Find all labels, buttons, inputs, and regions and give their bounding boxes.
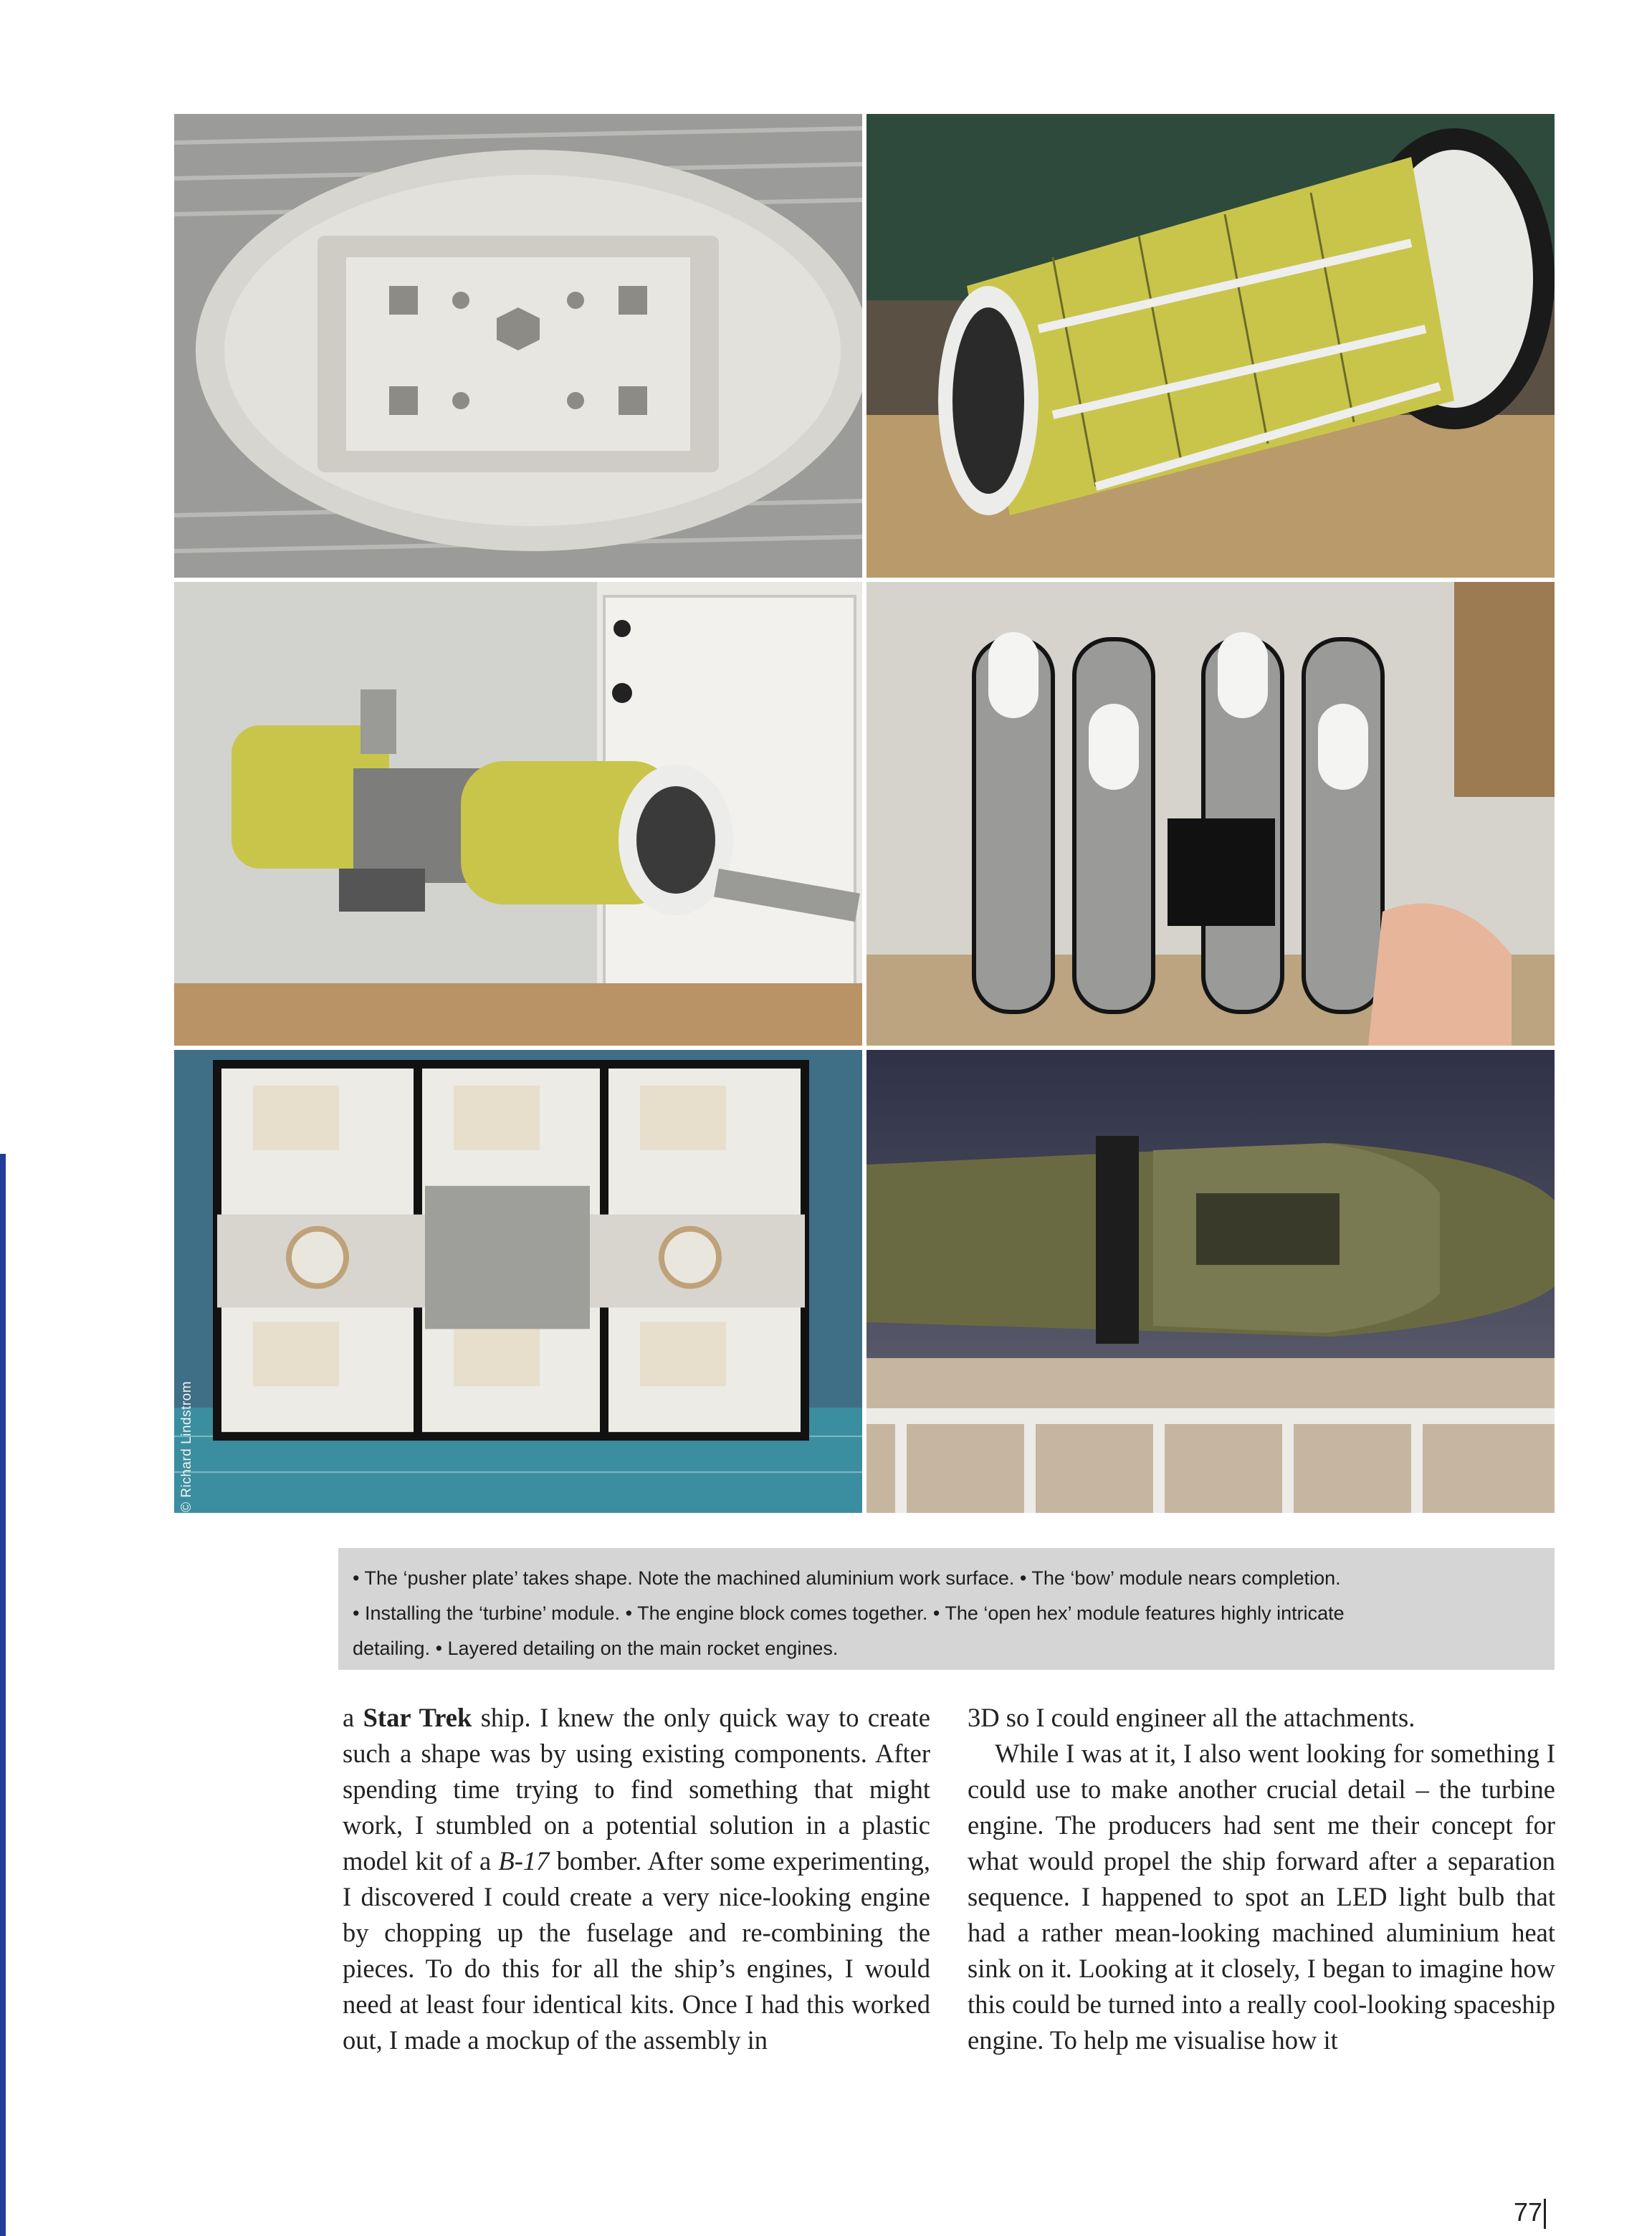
caption-line: • The ‘pusher plate’ takes shape. Note the machined aluminium work surface. • The ‘bow’ module nears completion. (353, 1567, 1341, 1589)
pusher-plate-photo (174, 114, 862, 578)
photo-credit: © Richard Lindstrom (179, 1381, 194, 1512)
body-text: ship. I knew the only quick way to create such a shape was by using existing components. After spending time trying to find something that might work, I stumbled on a potential solution in a plastic model kit of a (343, 1703, 930, 1876)
body-text: a (343, 1703, 363, 1732)
engine-block-photo (866, 582, 1555, 1046)
page-number (1498, 2197, 1555, 2233)
page-edge-accent (0, 1154, 6, 2236)
body-column-left (343, 1700, 930, 2058)
open-hex-module-photo (174, 1050, 862, 1513)
body-column-right (968, 1700, 1555, 2058)
body-text: bomber. After some experimenting, I discovered I could create a very nice-looking engine by chopping up the fuselage and re-combining the pieces. To do this for all the ship’s engines, I would need at least four identical kits. Once I had this worked out, I made a mockup of the assembly in (343, 1846, 931, 2055)
turbine-module-photo (174, 582, 862, 1046)
body-paragraph: While I was at it, I also went looking for something I could use to make another crucial detail – the turbine engine. The producers had sent me their concept for what would propel the ship forward after a separation sequence. I happened to spot an LED light bulb that had a rather mean-looking machined aluminium heat sink on it. Looking at it closely, I began to imagine how this could be turned into a really cool-looking spaceship engine. To help me visualise how it (968, 1739, 1555, 2055)
photo-caption (338, 1548, 1555, 1670)
page-number-text: 77 (1513, 2197, 1542, 2227)
body-paragraph: 3D so I could engineer all the attachments. (968, 1703, 1415, 1732)
page-number-divider (1544, 2199, 1546, 2229)
bow-module-photo (866, 114, 1555, 578)
model-name: B-17 (498, 1846, 550, 1876)
show-title: Star Trek (363, 1703, 472, 1732)
caption-line: detailing. • Layered detailing on the main rocket engines. (353, 1638, 839, 1659)
photo-grid (174, 114, 1555, 1513)
rocket-engine-photo (866, 1050, 1555, 1513)
caption-line: • Installing the ‘turbine’ module. • The engine block comes together. • The ‘open hex’ module features highly intricate (353, 1602, 1345, 1624)
body-paragraph (343, 1700, 930, 2058)
